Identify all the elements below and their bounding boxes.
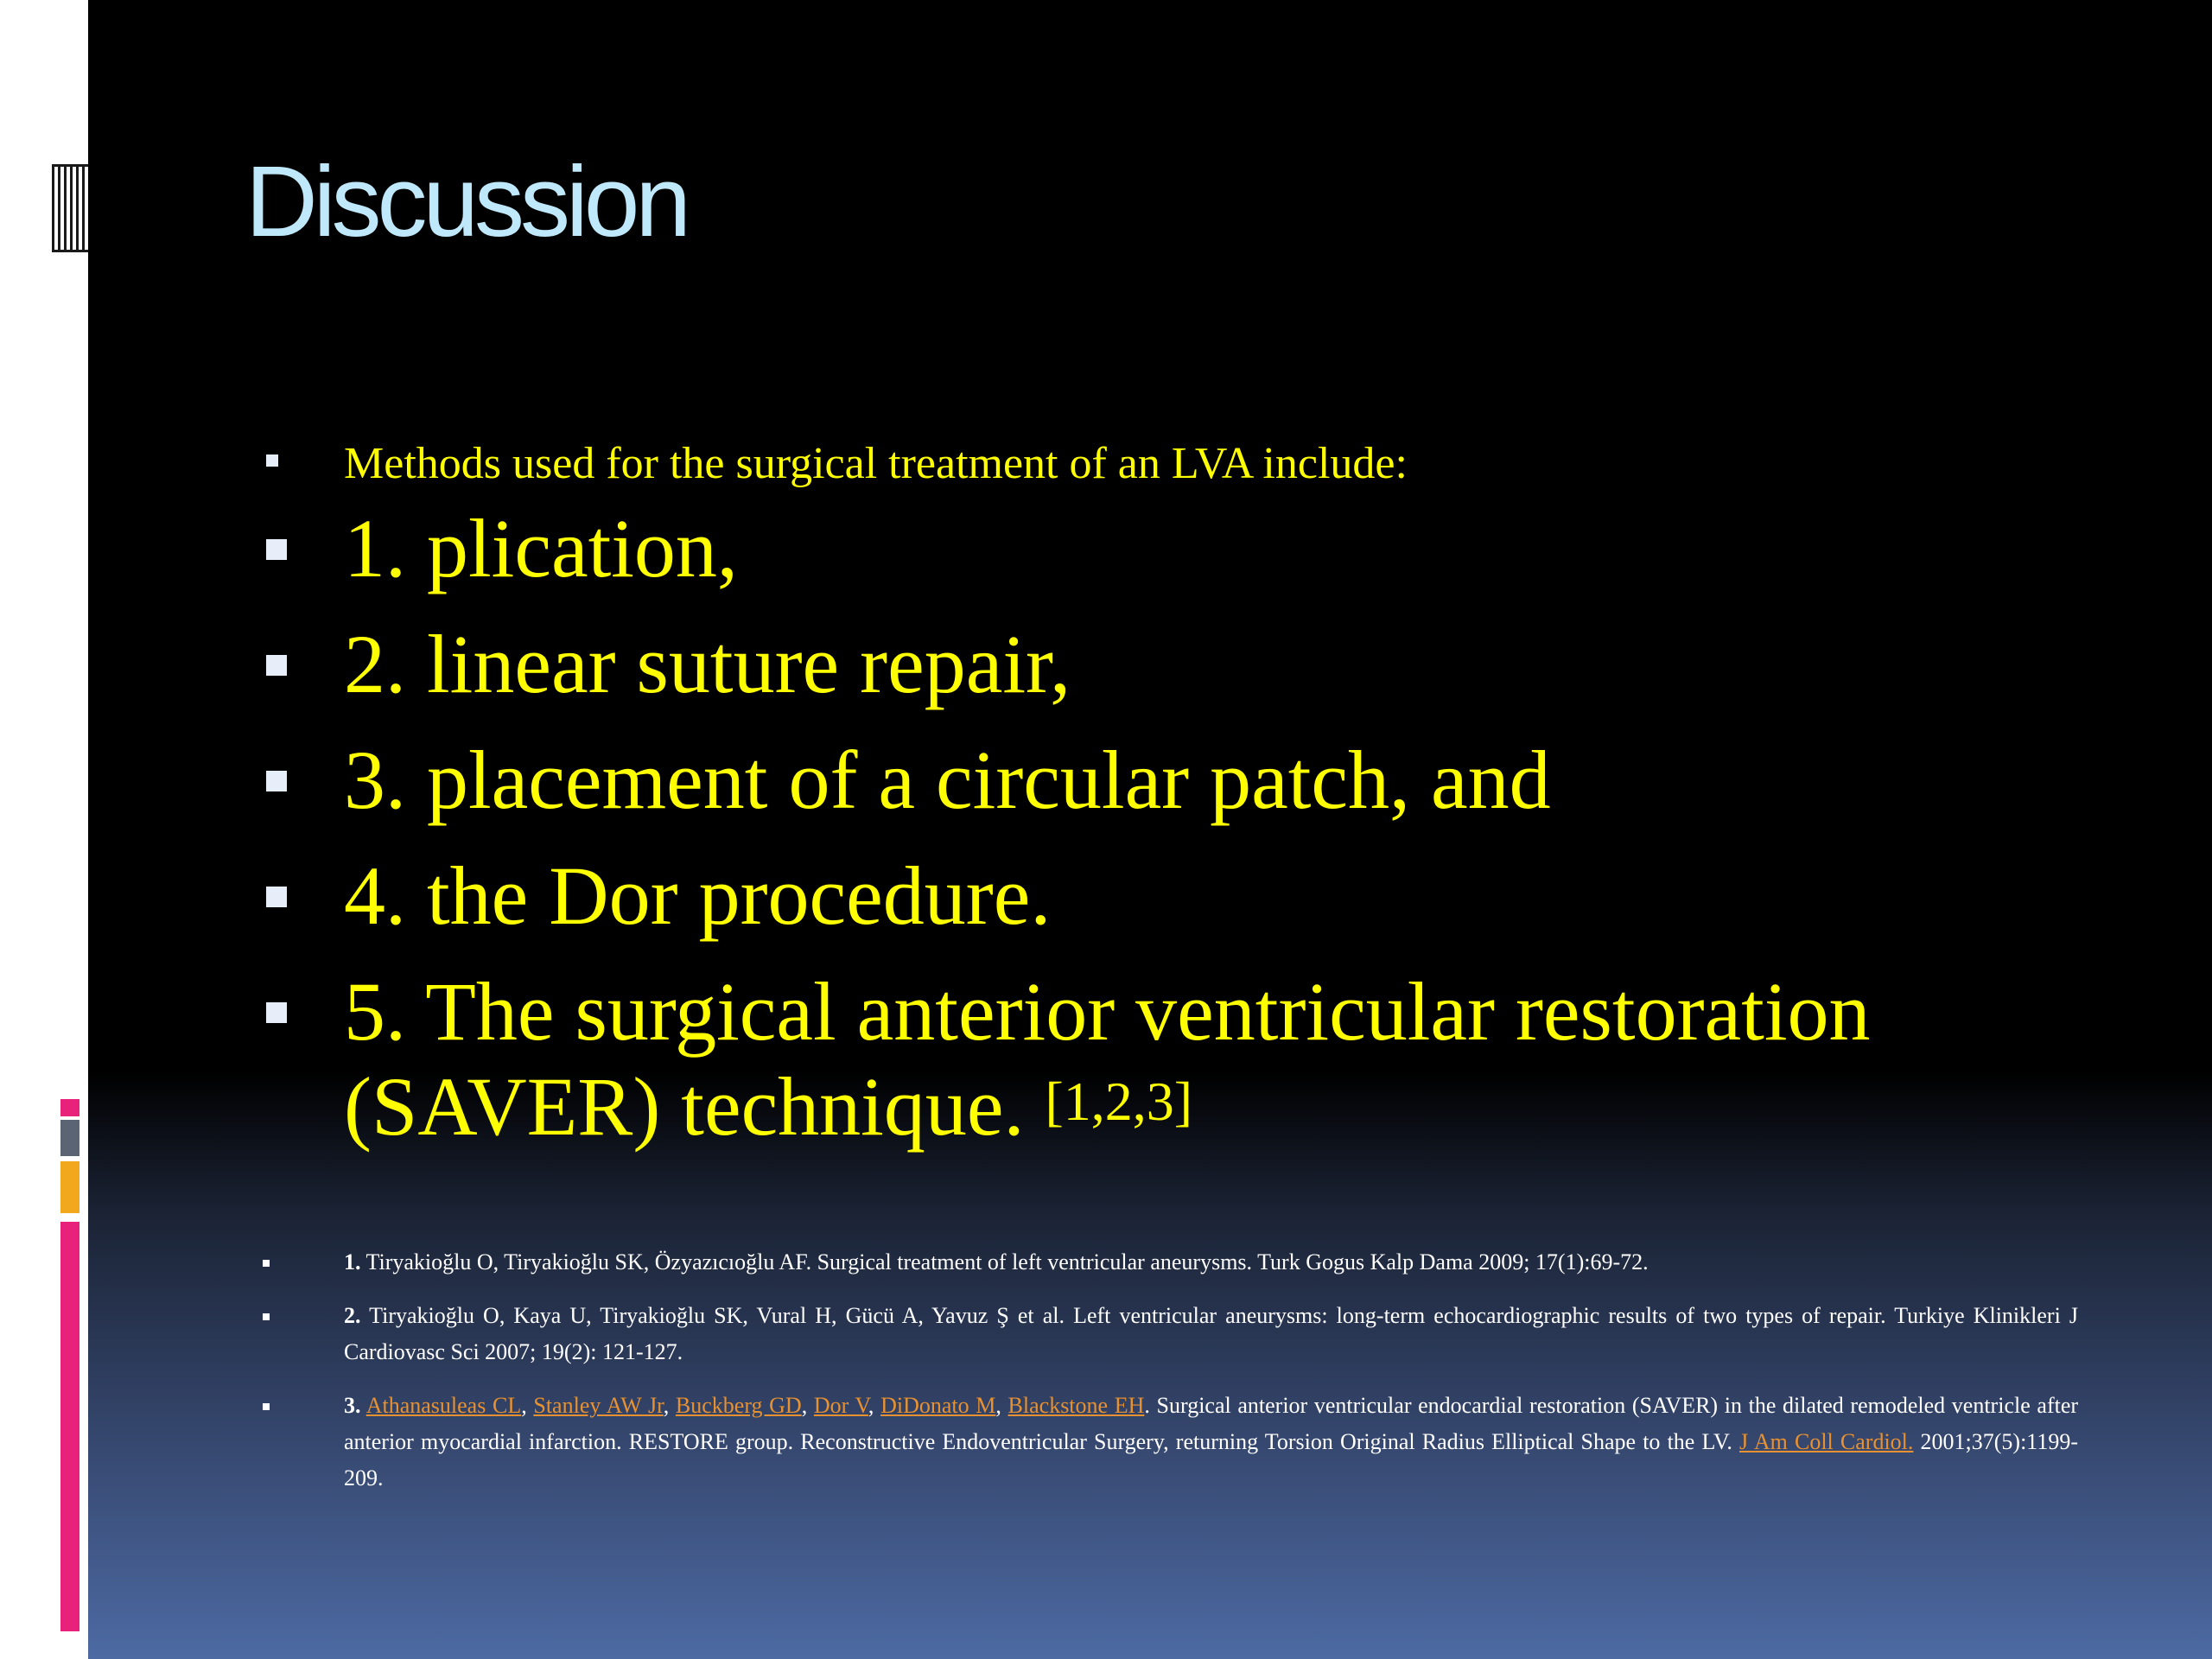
list-item-dor-procedure [259, 849, 2100, 944]
bullet-text: 1. plication, [344, 502, 738, 594]
square-bullet-icon [263, 1403, 270, 1410]
reference-text: Tiryakioğlu O, Tiryakioğlu SK, Özyazıcıoğlu AF. Surgical treatment of left ventricular aneurysms. Turk Gogus Kalp Dama 2009; 17(1):69-72. [365, 1249, 1649, 1274]
accent-bar-pink-top [60, 1099, 79, 1116]
bullet-text: 4. the Dor procedure. [344, 849, 1052, 942]
square-bullet-icon [263, 1260, 270, 1267]
author-link-buckberg[interactable]: Buckberg GD [675, 1393, 802, 1418]
square-bullet-icon [266, 539, 287, 560]
author-link-blackstone[interactable]: Blackstone EH [1007, 1393, 1145, 1418]
reference-2 [259, 1298, 2078, 1370]
square-bullet-icon [263, 1313, 270, 1320]
journal-link[interactable]: J Am Coll Cardiol. [1739, 1429, 1914, 1454]
left-sidebar-strip [0, 0, 88, 1659]
bullet-text: Methods used for the surgical treatment of an LVA include: [344, 439, 1408, 488]
square-bullet-icon [266, 771, 287, 791]
author-separator: , [801, 1393, 814, 1418]
citation-superscript: [1,2,3] [1045, 1071, 1193, 1132]
list-item-circular-patch [259, 733, 2100, 828]
list-item-linear-suture [259, 617, 2100, 712]
reference-3 [259, 1388, 2078, 1497]
method-list [259, 432, 2100, 1175]
accent-bar-orange [60, 1161, 79, 1213]
slide-title: Discussion [245, 145, 687, 257]
author-separator: , [521, 1393, 534, 1418]
square-bullet-icon [266, 887, 287, 907]
bullet-text: 2. linear suture repair, [344, 618, 1071, 710]
reference-number: 2. [344, 1303, 361, 1328]
reference-tail: 2001;37(5):1199-209. [344, 1429, 2078, 1491]
reference-text: Tiryakioğlu O, Kaya U, Tiryakioğlu SK, Vural H, Gücü A, Yavuz Ş et al. Left ventricular aneurysms: long-term echocardiographic results of two types of repair. Turkiye Klinikleri J Cardiovasc Sci 2007; 19(2): 121-127. [344, 1303, 2078, 1364]
reference-text: . Surgical anterior ventricular endocardial restoration (SAVER) in the dilated remodeled ventricle after anterior myocardial infarction. RESTORE group. Reconstructive Endoventricular Surgery, returning Torsion Original Radius Elliptical Shape to the LV. [344, 1393, 2079, 1454]
author-link-athanasuleas[interactable]: Athanasuleas CL [365, 1393, 522, 1418]
author-separator: , [995, 1393, 1008, 1418]
author-link-stanley[interactable]: Stanley AW Jr [533, 1393, 664, 1418]
author-link-didonato[interactable]: DiDonato M [880, 1393, 996, 1418]
accent-bar-gray [60, 1120, 79, 1156]
reference-1 [259, 1244, 2078, 1281]
author-link-dor[interactable]: Dor V [813, 1393, 868, 1418]
list-item-intro [259, 432, 2100, 496]
square-bullet-icon [266, 1002, 287, 1023]
square-bullet-icon [266, 454, 278, 467]
decorative-corner-lines [52, 164, 88, 252]
author-separator: , [868, 1393, 881, 1418]
bullet-text: 5. The surgical anterior ventricular restoration (SAVER) technique. [344, 965, 1871, 1153]
reference-list [259, 1244, 2078, 1514]
bullet-text: 3. placement of a circular patch, and [344, 734, 1551, 826]
list-item-saver [259, 964, 2100, 1154]
reference-number: 1. [344, 1249, 361, 1274]
author-separator: , [663, 1393, 676, 1418]
list-item-plication [259, 501, 2100, 596]
accent-bar-pink [60, 1222, 79, 1631]
reference-number: 3. [344, 1393, 361, 1418]
square-bullet-icon [266, 655, 287, 676]
